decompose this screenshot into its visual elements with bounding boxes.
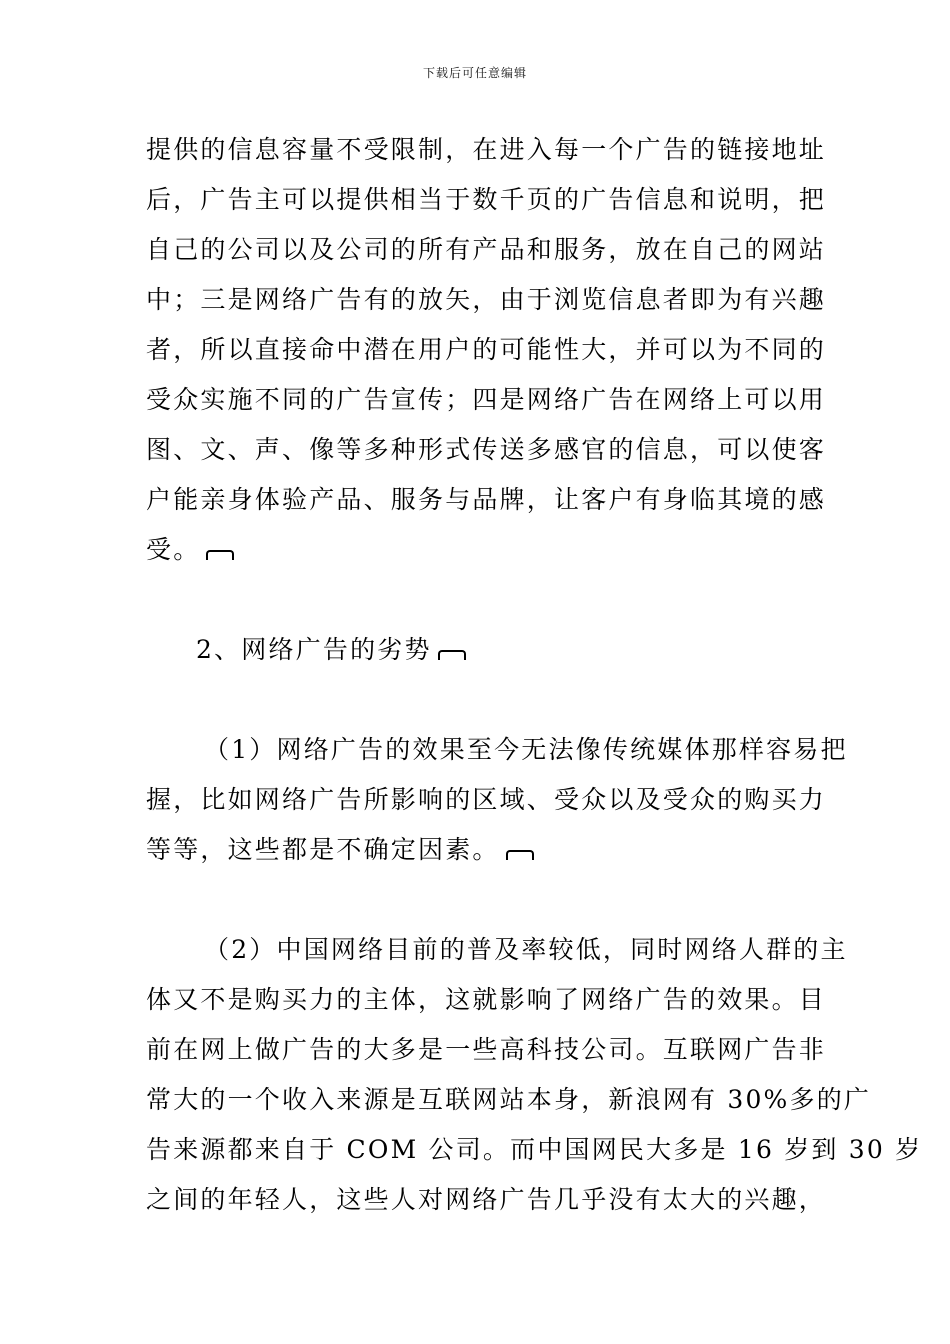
text-line: 自己的公司以及公司的所有产品和服务，放在自己的网站 [146, 235, 827, 264]
text-line: 常大的一个收入来源是互联网站本身，新浪网有 30%多的广 [146, 1085, 872, 1114]
paragraph-spacer [146, 875, 806, 925]
text-line: （1）网络广告的效果至今无法像传统媒体那样容易把 [204, 735, 848, 764]
text-line: 图、文、声、像等多种形式传送多感官的信息，可以使客 [146, 435, 827, 464]
text-line: 者，所以直接命中潜在用户的可能性大，并可以为不同的 [146, 335, 827, 364]
text-line: 提供的信息容量不受限制，在进入每一个广告的链接地址 [146, 135, 827, 164]
text-line: 前在网上做广告的大多是一些高科技公司。互联网广告非 [146, 1035, 827, 1064]
text-line: 中；三是网络广告有的放矢，由于浏览信息者即为有兴趣 [146, 285, 827, 314]
section-heading-disadvantages [146, 625, 806, 675]
page-header-note: 下载后可任意编辑 [422, 66, 527, 80]
text-line: 握，比如网络广告所影响的区域、受众以及受众的购买力 [146, 785, 827, 814]
text-line: 后，广告主可以提供相当于数千页的广告信息和说明，把 [146, 185, 827, 214]
text-line: 户能亲身体验产品、服务与品牌，让客户有身临其境的感 [146, 485, 827, 514]
paragraph-disadvantage-2 [146, 925, 923, 1225]
text-line-content: 等等，这些都是不确定因素。 [146, 835, 500, 864]
document-body [146, 125, 923, 1225]
text-line: 告来源都来自于 COM 公司。而中国网民大多是 16 岁到 30 岁 [146, 1135, 923, 1164]
text-line-last [146, 825, 806, 875]
paragraph-mark-icon [206, 550, 234, 560]
text-line-last [146, 525, 806, 575]
paragraph-mark-icon [506, 850, 534, 860]
text-line: （2）中国网络目前的普及率较低，同时网络人群的主 [204, 935, 848, 964]
section-heading-text: 2、网络广告的劣势 [196, 635, 432, 664]
paragraph-mark-icon [438, 650, 466, 660]
paragraph-spacer [146, 575, 806, 625]
text-line-content: 受。 [146, 535, 201, 564]
text-line: 体又不是购买力的主体，这就影响了网络广告的效果。目 [146, 985, 827, 1014]
paragraph-advantages-continued [146, 125, 827, 575]
text-line: 之间的年轻人，这些人对网络广告几乎没有太大的兴趣， [146, 1185, 827, 1214]
paragraph-spacer [146, 675, 806, 725]
text-line: 受众实施不同的广告宣传；四是网络广告在网络上可以用 [146, 385, 827, 414]
paragraph-disadvantage-1 [146, 725, 848, 875]
